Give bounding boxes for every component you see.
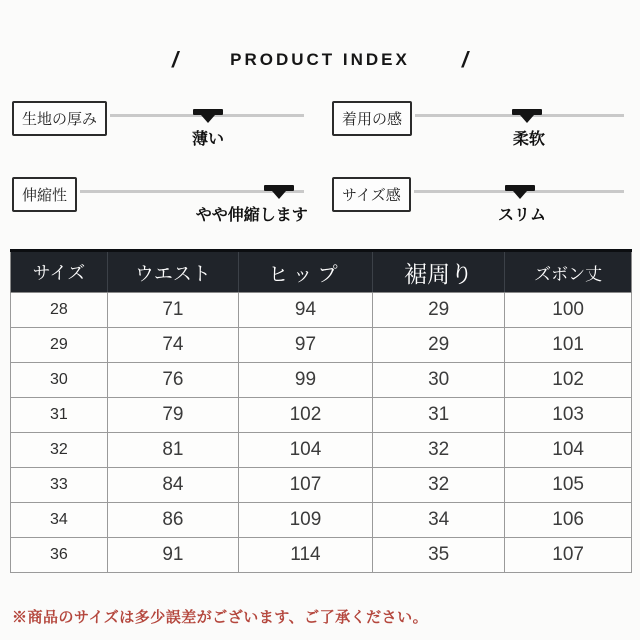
table-cell: 29 xyxy=(373,293,505,328)
slider-marker-icon xyxy=(512,109,542,123)
attribute-value-label: 薄い xyxy=(191,131,225,148)
table-cell: 114 xyxy=(238,538,372,573)
table-cell: 104 xyxy=(238,433,372,468)
column-header: ズボン丈 xyxy=(505,251,632,293)
column-header: 裾周り xyxy=(373,251,505,293)
attribute-group-1 xyxy=(12,101,306,151)
slider-marker-icon xyxy=(193,109,223,123)
table-row xyxy=(11,538,632,573)
table-cell: 84 xyxy=(107,468,238,503)
table-cell: 36 xyxy=(11,538,108,573)
table-cell: 102 xyxy=(505,363,632,398)
attribute-label-box xyxy=(332,177,411,212)
slider-marker-icon xyxy=(264,185,294,199)
table-cell: 97 xyxy=(238,328,372,363)
attribute-slider xyxy=(80,177,306,227)
attribute-label-box xyxy=(12,177,77,212)
table-row xyxy=(11,468,632,503)
table-cell: 91 xyxy=(107,538,238,573)
table-cell: 35 xyxy=(373,538,505,573)
table-row xyxy=(11,293,632,328)
table-cell: 76 xyxy=(107,363,238,398)
table-cell: 29 xyxy=(11,328,108,363)
table-cell: 94 xyxy=(238,293,372,328)
table-cell: 34 xyxy=(11,503,108,538)
attribute-group-3 xyxy=(12,177,306,227)
table-cell: 109 xyxy=(238,503,372,538)
table-cell: 79 xyxy=(107,398,238,433)
table-cell: 105 xyxy=(505,468,632,503)
table-cell: 107 xyxy=(238,468,372,503)
attribute-grid xyxy=(12,101,626,227)
attribute-label-box xyxy=(12,101,107,136)
table-cell: 104 xyxy=(505,433,632,468)
attribute-label: サイズ感 xyxy=(342,187,401,204)
slider-marker-triangle-icon xyxy=(272,191,286,199)
slider-marker-triangle-icon xyxy=(513,191,527,199)
table-cell: 100 xyxy=(505,293,632,328)
size-table-header-row xyxy=(11,251,632,293)
attribute-slider xyxy=(415,101,626,151)
left-slash-decoration: / xyxy=(172,47,179,72)
attribute-group-2 xyxy=(332,101,626,151)
attribute-slider xyxy=(414,177,626,227)
slider-marker-triangle-icon xyxy=(520,115,534,123)
table-cell: 31 xyxy=(373,398,505,433)
table-cell: 71 xyxy=(107,293,238,328)
table-row xyxy=(11,433,632,468)
table-cell: 106 xyxy=(505,503,632,538)
table-cell: 103 xyxy=(505,398,632,433)
attribute-label: 着用の感 xyxy=(342,111,403,128)
slider-marker-triangle-icon xyxy=(201,115,215,123)
table-cell: 101 xyxy=(505,328,632,363)
table-cell: 29 xyxy=(373,328,505,363)
table-cell: 74 xyxy=(107,328,238,363)
table-cell: 32 xyxy=(373,468,505,503)
attribute-label-box xyxy=(332,101,412,136)
table-cell: 31 xyxy=(11,398,108,433)
table-cell: 86 xyxy=(107,503,238,538)
table-cell: 32 xyxy=(11,433,108,468)
table-cell: 81 xyxy=(107,433,238,468)
table-cell: 102 xyxy=(238,398,372,433)
attribute-slider xyxy=(110,101,306,151)
table-cell: 32 xyxy=(373,433,505,468)
size-disclaimer-note: ※商品のサイズは多少誤差がございます、ご了承ください。 xyxy=(12,609,429,626)
table-cell: 28 xyxy=(11,293,108,328)
size-table xyxy=(10,249,632,573)
attribute-group-4 xyxy=(332,177,626,227)
table-cell: 30 xyxy=(11,363,108,398)
column-header: サイズ xyxy=(11,251,108,293)
attribute-value-label: 柔软 xyxy=(512,131,545,148)
table-cell: 34 xyxy=(373,503,505,538)
size-table-header xyxy=(11,251,632,293)
table-row xyxy=(11,363,632,398)
column-header: ウエスト xyxy=(107,251,238,293)
size-table-body xyxy=(11,293,632,573)
attribute-label: 伸縮性 xyxy=(22,187,68,204)
attribute-value-label: やや伸縮します xyxy=(195,207,308,224)
slider-marker-icon xyxy=(505,185,535,199)
table-cell: 99 xyxy=(238,363,372,398)
right-slash-decoration: / xyxy=(461,47,468,72)
attribute-label: 生地の厚み xyxy=(22,111,98,128)
table-cell: 33 xyxy=(11,468,108,503)
table-cell: 30 xyxy=(373,363,505,398)
table-row xyxy=(11,328,632,363)
page-title: PRODUCT INDEX xyxy=(230,50,410,69)
table-row xyxy=(11,503,632,538)
column-header: ヒップ xyxy=(238,251,372,293)
attribute-value-label: スリム xyxy=(498,207,547,224)
title-row xyxy=(0,0,640,73)
table-row xyxy=(11,398,632,433)
table-cell: 107 xyxy=(505,538,632,573)
